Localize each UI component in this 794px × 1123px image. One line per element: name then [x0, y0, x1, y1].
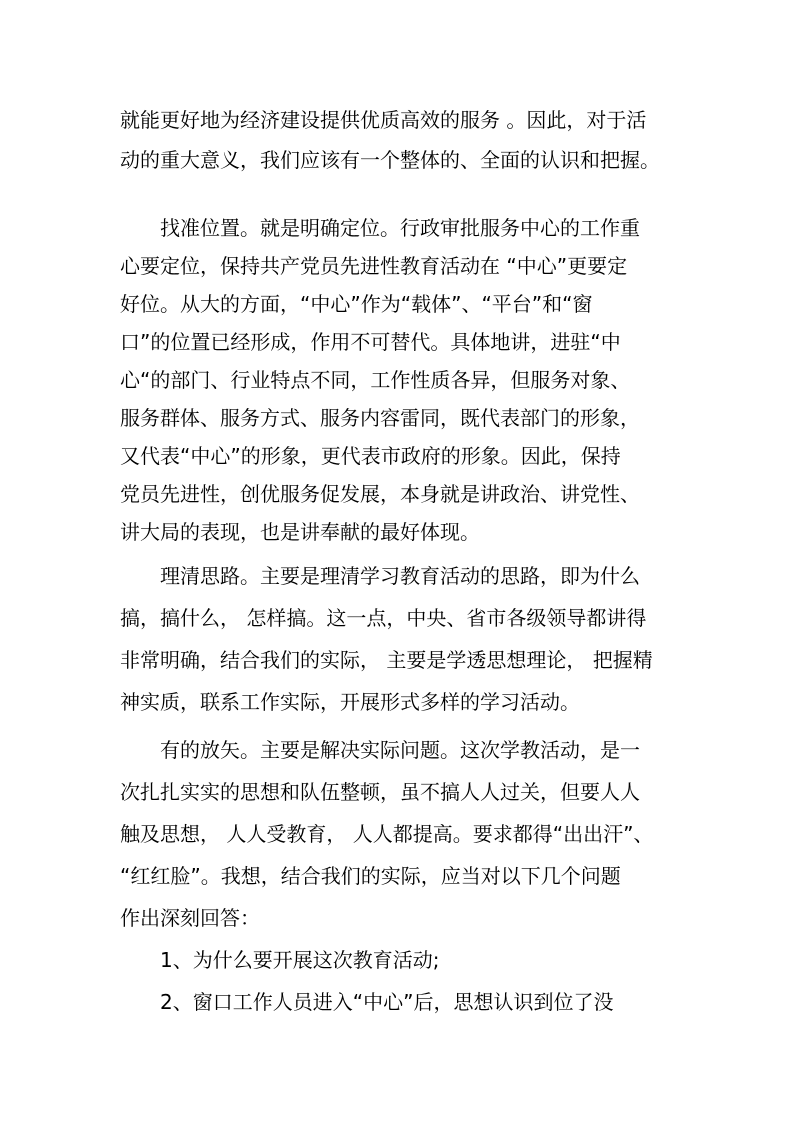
paragraph-line: 作出深刻回答：: [120, 906, 260, 930]
paragraph-line: 心要定位，保持共产党员先进性教育活动在 “中心”更要定: [120, 254, 628, 278]
paragraph-line: 搞，搞什么， 怎样搞。这一点，中央、省市各级领导都讲得: [120, 606, 647, 630]
paragraph-line: 心“的部门、行业特点不同，工作性质各异，但服务对象、: [120, 368, 631, 392]
paragraph-line: 找准位置。就是明确定位。行政审批服务中心的工作重: [160, 216, 640, 240]
paragraph-line: 非常明确，结合我们的实际， 主要是学透思想理论， 把握精: [120, 648, 653, 672]
paragraph-line: 有的放矢。主要是解决实际问题。这次学教活动，是一: [160, 738, 640, 762]
paragraph-line: 次扎扎实实的思想和队伍整顿，虽不搞人人过关，但要人人: [120, 780, 640, 804]
paragraph-line: 理清思路。主要是理清学习教育活动的思路，即为什么: [160, 564, 640, 588]
paragraph-line: 就能更好地为经济建设提供优质高效的服务 。因此，对于活: [120, 108, 647, 132]
paragraph-line: 触及思想， 人人受教育， 人人都提高。要求都得“出出汗”、: [120, 822, 654, 846]
paragraph-line: 讲大局的表现，也是讲奉献的最好体现。: [120, 520, 480, 544]
paragraph-line: 又代表“中心”的形象，更代表市政府的形象。因此，保持: [120, 444, 621, 468]
list-item: 2、窗口工作人员进入“中心”后，思想认识到位了没: [160, 990, 614, 1014]
paragraph-line: 服务群体、服务方式、服务内容雷同，既代表部门的形象，: [120, 406, 640, 430]
list-item: 1、为什么要开展这次教育活动;: [160, 948, 440, 972]
paragraph-line: 党员先进性，创优服务促发展，本身就是讲政治、讲党性、: [120, 482, 640, 506]
paragraph-line: “红红脸”。我想，结合我们的实际，应当对以下几个问题: [120, 864, 621, 888]
paragraph-line: 动的重大意义，我们应该有一个整体的、全面的认识和把握。: [120, 148, 660, 172]
paragraph-line: 好位。从大的方面，“中心”作为“载体”、“平台”和“窗: [120, 292, 593, 316]
paragraph-line: 口”的位置已经形成，作用不可替代。具体地讲，进驻“中: [120, 330, 621, 354]
paragraph-line: 神实质，联系工作实际，开展形式多样的学习活动。: [120, 690, 580, 714]
